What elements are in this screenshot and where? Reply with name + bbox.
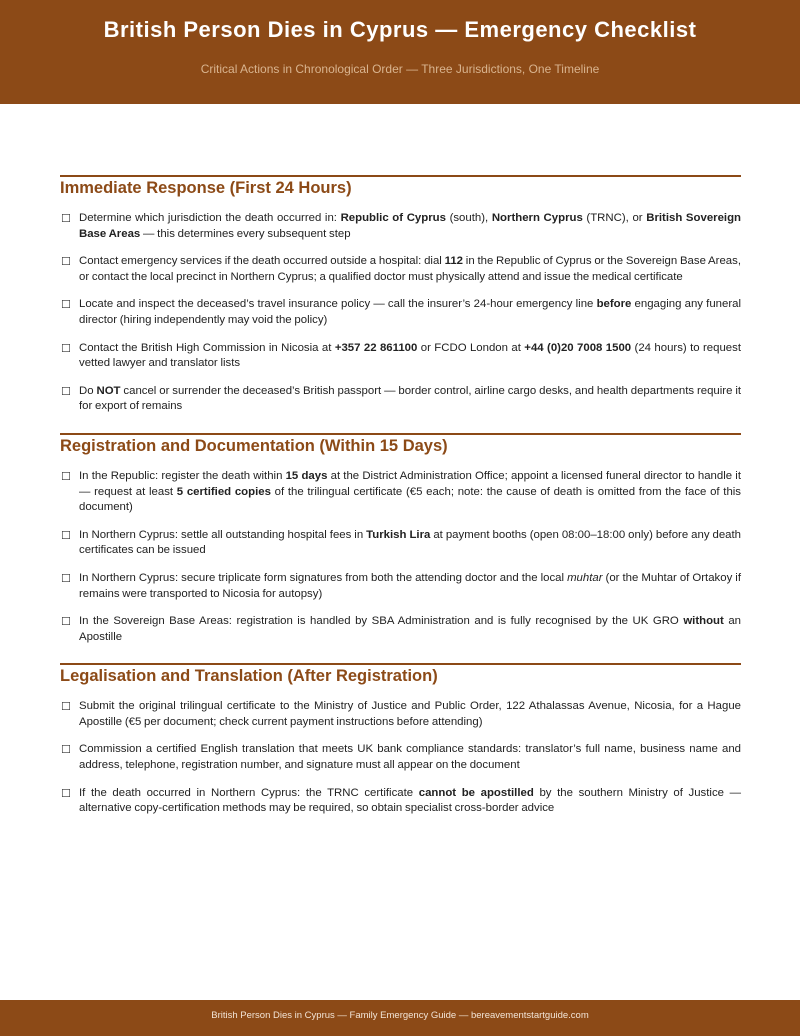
checkbox-icon[interactable]: ☐: [61, 529, 71, 542]
emphasis-text: +44 (0)20 7008 1500: [524, 341, 632, 354]
checkbox-icon[interactable]: ☐: [61, 299, 71, 312]
checklist-section: [60, 433, 741, 645]
text-run: (or the Muhtar of Ortakoy if remains were transported to Nicosia for autopsy): [79, 571, 741, 600]
checkbox-icon[interactable]: ☐: [61, 256, 71, 269]
text-run: by the southern Ministry of Justice — alternative copy-certification methods may be required, so obtain specialist cross-border advice: [79, 786, 741, 815]
italic-text: muhtar: [567, 571, 603, 584]
checklist-item: [60, 211, 741, 242]
text-run: (south),: [445, 212, 492, 224]
checklist-item: [60, 384, 741, 415]
checkbox-icon[interactable]: ☐: [61, 470, 71, 483]
checklist-item-text: [79, 297, 741, 328]
checklist-section: [60, 663, 741, 817]
page-header: [0, 0, 800, 104]
section-heading: Legalisation and Translation (After Registration): [60, 663, 741, 687]
checkbox-icon[interactable]: ☐: [61, 616, 71, 629]
text-run: at payment booths (open 08:00–18:00 only) before any death certificates can be issued: [79, 528, 742, 557]
text-run: Determine which jurisdiction the death occurred in:: [79, 212, 341, 224]
text-run: in the Republic of Cyprus or the Sovereign Base Areas, or contact the local precinct in Northern Cyprus; a qualified doctor must physically attend and issue the medical certificate: [79, 255, 741, 283]
checklist-item-text: [79, 742, 741, 773]
checklist-item: [60, 341, 741, 372]
text-run: cancel or surrender the deceased’s British passport — border control, airline cargo desks, and health departments require it for export of remains: [79, 384, 742, 413]
emphasis-text: before: [596, 298, 632, 311]
checkbox-icon[interactable]: ☐: [61, 701, 71, 714]
checklist-item: [60, 786, 741, 817]
checkbox-icon[interactable]: ☐: [61, 572, 71, 585]
page-subtitle: Critical Actions in Chronological Order — Three Jurisdictions, One Timeline: [200, 62, 600, 76]
text-run: In the Republic: register the death within: [79, 469, 286, 482]
section-heading: Registration and Documentation (Within 15 Days): [60, 433, 741, 457]
emphasis-text: 15 days: [285, 469, 328, 482]
text-run: — this determines every subsequent step: [140, 227, 351, 240]
emphasis-text: Turkish Lira: [366, 528, 431, 541]
checklist-item: [60, 614, 741, 645]
text-run: In Northern Cyprus: settle all outstanding hospital fees in: [79, 528, 367, 541]
checklist-item-text: [79, 341, 741, 372]
checklist-item-text: [79, 614, 741, 645]
text-run: In Northern Cyprus: secure triplicate form signatures from both the attending doctor and the local: [79, 571, 568, 584]
text-run: Do: [79, 384, 97, 397]
emphasis-text: 112: [444, 255, 463, 268]
emphasis-text: British Sovereign Base Areas: [79, 212, 741, 240]
checklist-item-text: [79, 254, 741, 285]
emphasis-text: cannot be apostilled: [418, 786, 534, 799]
emphasis-text: NOT: [96, 384, 121, 397]
text-run: an Apostille: [79, 615, 741, 643]
text-run: (TRNC), or: [582, 212, 647, 224]
checklist-item: [60, 254, 741, 285]
checklist-item: [60, 297, 741, 328]
checkbox-icon[interactable]: ☐: [61, 787, 71, 800]
page-title: British Person Dies in Cyprus — Emergency Checklist: [103, 17, 697, 42]
checkbox-icon[interactable]: ☐: [61, 744, 71, 757]
text-run: If the death occurred in Northern Cyprus: the TRNC certificate: [79, 786, 419, 799]
checklist-item-text: [79, 528, 741, 559]
text-run: engaging any funeral director (hiring independently may void the policy): [79, 298, 741, 326]
emphasis-text: Republic of Cyprus: [340, 212, 446, 224]
text-run: at the District Administration Office; appoint a licensed funeral director to handle it — request at least: [79, 469, 741, 498]
checklist-content: [60, 175, 741, 835]
checklist-item-text: [79, 786, 741, 817]
text-run: of the trilingual certificate (€5 each; note: the cause of death is omitted from the face of this document): [79, 485, 742, 514]
text-run: Commission a certified English translation that meets UK bank compliance standards: translator’s full name, business name and address, telephone, registration number, and signature must all appear on the document: [79, 743, 741, 772]
checklist-item-text: [79, 571, 741, 602]
checklist-item-text: [79, 384, 741, 415]
checklist-item-text: [79, 211, 741, 242]
text-run: or FCDO London at: [417, 341, 525, 354]
emphasis-text: 5 certified copies: [176, 485, 271, 498]
emphasis-text: Northern Cyprus: [491, 212, 583, 224]
page-footer: [0, 1000, 800, 1036]
checkbox-icon[interactable]: ☐: [61, 342, 71, 355]
checklist-item: [60, 528, 741, 559]
checklist-item: [60, 742, 741, 773]
checklist-item: [60, 469, 741, 516]
emphasis-text: without: [683, 615, 724, 628]
emphasis-text: +357 22 861100: [334, 341, 418, 354]
text-run: Contact the British High Commission in Nicosia at: [79, 341, 335, 354]
checkbox-icon[interactable]: ☐: [61, 385, 71, 398]
checklist-item: [60, 571, 741, 602]
text-run: Locate and inspect the deceased’s travel insurance policy — call the insurer’s 24-hour emergency line: [79, 298, 597, 311]
footer-text: British Person Dies in Cyprus — Family Emergency Guide — bereavementstartguide.com: [211, 1010, 589, 1021]
checklist-item-text: [79, 699, 741, 730]
text-run: (24 hours) to request vetted lawyer and translator lists: [79, 341, 741, 370]
checkbox-icon[interactable]: ☐: [61, 213, 71, 225]
text-run: In the Sovereign Base Areas: registration is handled by SBA Administration and is fully recognised by the UK GRO: [79, 615, 684, 628]
checklist-item: [60, 699, 741, 730]
text-run: Submit the original trilingual certificate to the Ministry of Justice and Public Order, 122 Athalassas Avenue, Nicosia, for a Hague Apostille (€5 per document; check current payment instructions before attending): [79, 700, 741, 728]
text-run: Contact emergency services if the death occurred outside a hospital: dial: [79, 255, 445, 268]
section-heading: Immediate Response (First 24 Hours): [60, 175, 741, 199]
checklist-section: [60, 175, 741, 415]
checklist-item-text: [79, 469, 741, 516]
